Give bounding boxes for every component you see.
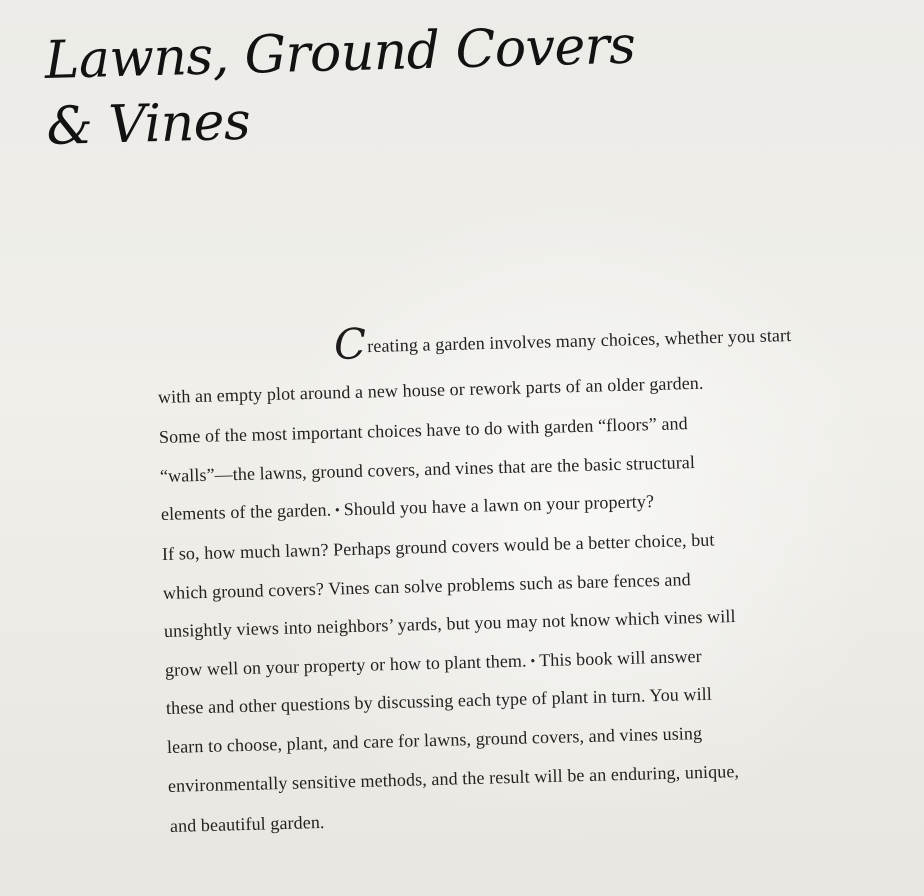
text-line-13 bbox=[170, 811, 325, 837]
text-line-9-start: grow well on your property or how to plant them. bbox=[164, 650, 527, 680]
text-line-3 bbox=[159, 412, 688, 448]
text-line-2 bbox=[158, 372, 704, 408]
text-line-9-end: This book will answer bbox=[538, 645, 702, 671]
text-line-5 bbox=[161, 490, 655, 528]
page-title-line-1: Lawns, Ground Covers bbox=[44, 15, 637, 91]
text-line-13-content: and beautiful garden. bbox=[169, 811, 325, 836]
text-line-10 bbox=[166, 683, 712, 719]
text-line-8-content: unsightly views into neighbors’ yards, but you may not know which vines will bbox=[163, 606, 736, 641]
page-title-line-2: & Vines bbox=[45, 91, 251, 157]
text-line-4 bbox=[160, 451, 696, 487]
drop-cap: C bbox=[333, 319, 367, 369]
text-line-11 bbox=[167, 722, 703, 758]
section-bullet: • bbox=[334, 503, 341, 519]
text-line-7 bbox=[163, 568, 691, 604]
text-line-12-content: environmentally sensitive methods, and the result will be an enduring, unique, bbox=[167, 761, 740, 796]
text-line-6-content: If so, how much lawn? Perhaps ground covers would be a better choice, but bbox=[161, 529, 715, 564]
text-line-9 bbox=[165, 645, 702, 684]
section-bullet: • bbox=[530, 654, 536, 670]
text-line-3-content: Some of the most important choices have to do with garden “floors” and bbox=[158, 413, 688, 447]
text-line-11-content: learn to choose, plant, and care for lawns, ground covers, and vines using bbox=[166, 722, 703, 757]
text-line-5-end: Should you have a lawn on your property? bbox=[343, 491, 655, 520]
text-line-1-content: reating a garden involves many choices, whether you start bbox=[367, 325, 792, 357]
text-line-6 bbox=[162, 529, 715, 565]
text-line-1 bbox=[333, 319, 792, 369]
text-line-10-content: these and other questions by discussing each type of plant in turn. You will bbox=[165, 683, 713, 718]
text-line-12 bbox=[168, 760, 740, 797]
text-line-4-content: “walls”—the lawns, ground covers, and vines that are the basic structural bbox=[159, 451, 696, 486]
text-line-7-content: which ground covers? Vines can solve problems such as bare fences and bbox=[162, 569, 691, 603]
text-line-5-start: elements of the garden. bbox=[160, 499, 332, 524]
text-line-8 bbox=[164, 605, 736, 642]
text-line-2-content: with an empty plot around a new house or rework parts of an older garden. bbox=[157, 372, 704, 407]
